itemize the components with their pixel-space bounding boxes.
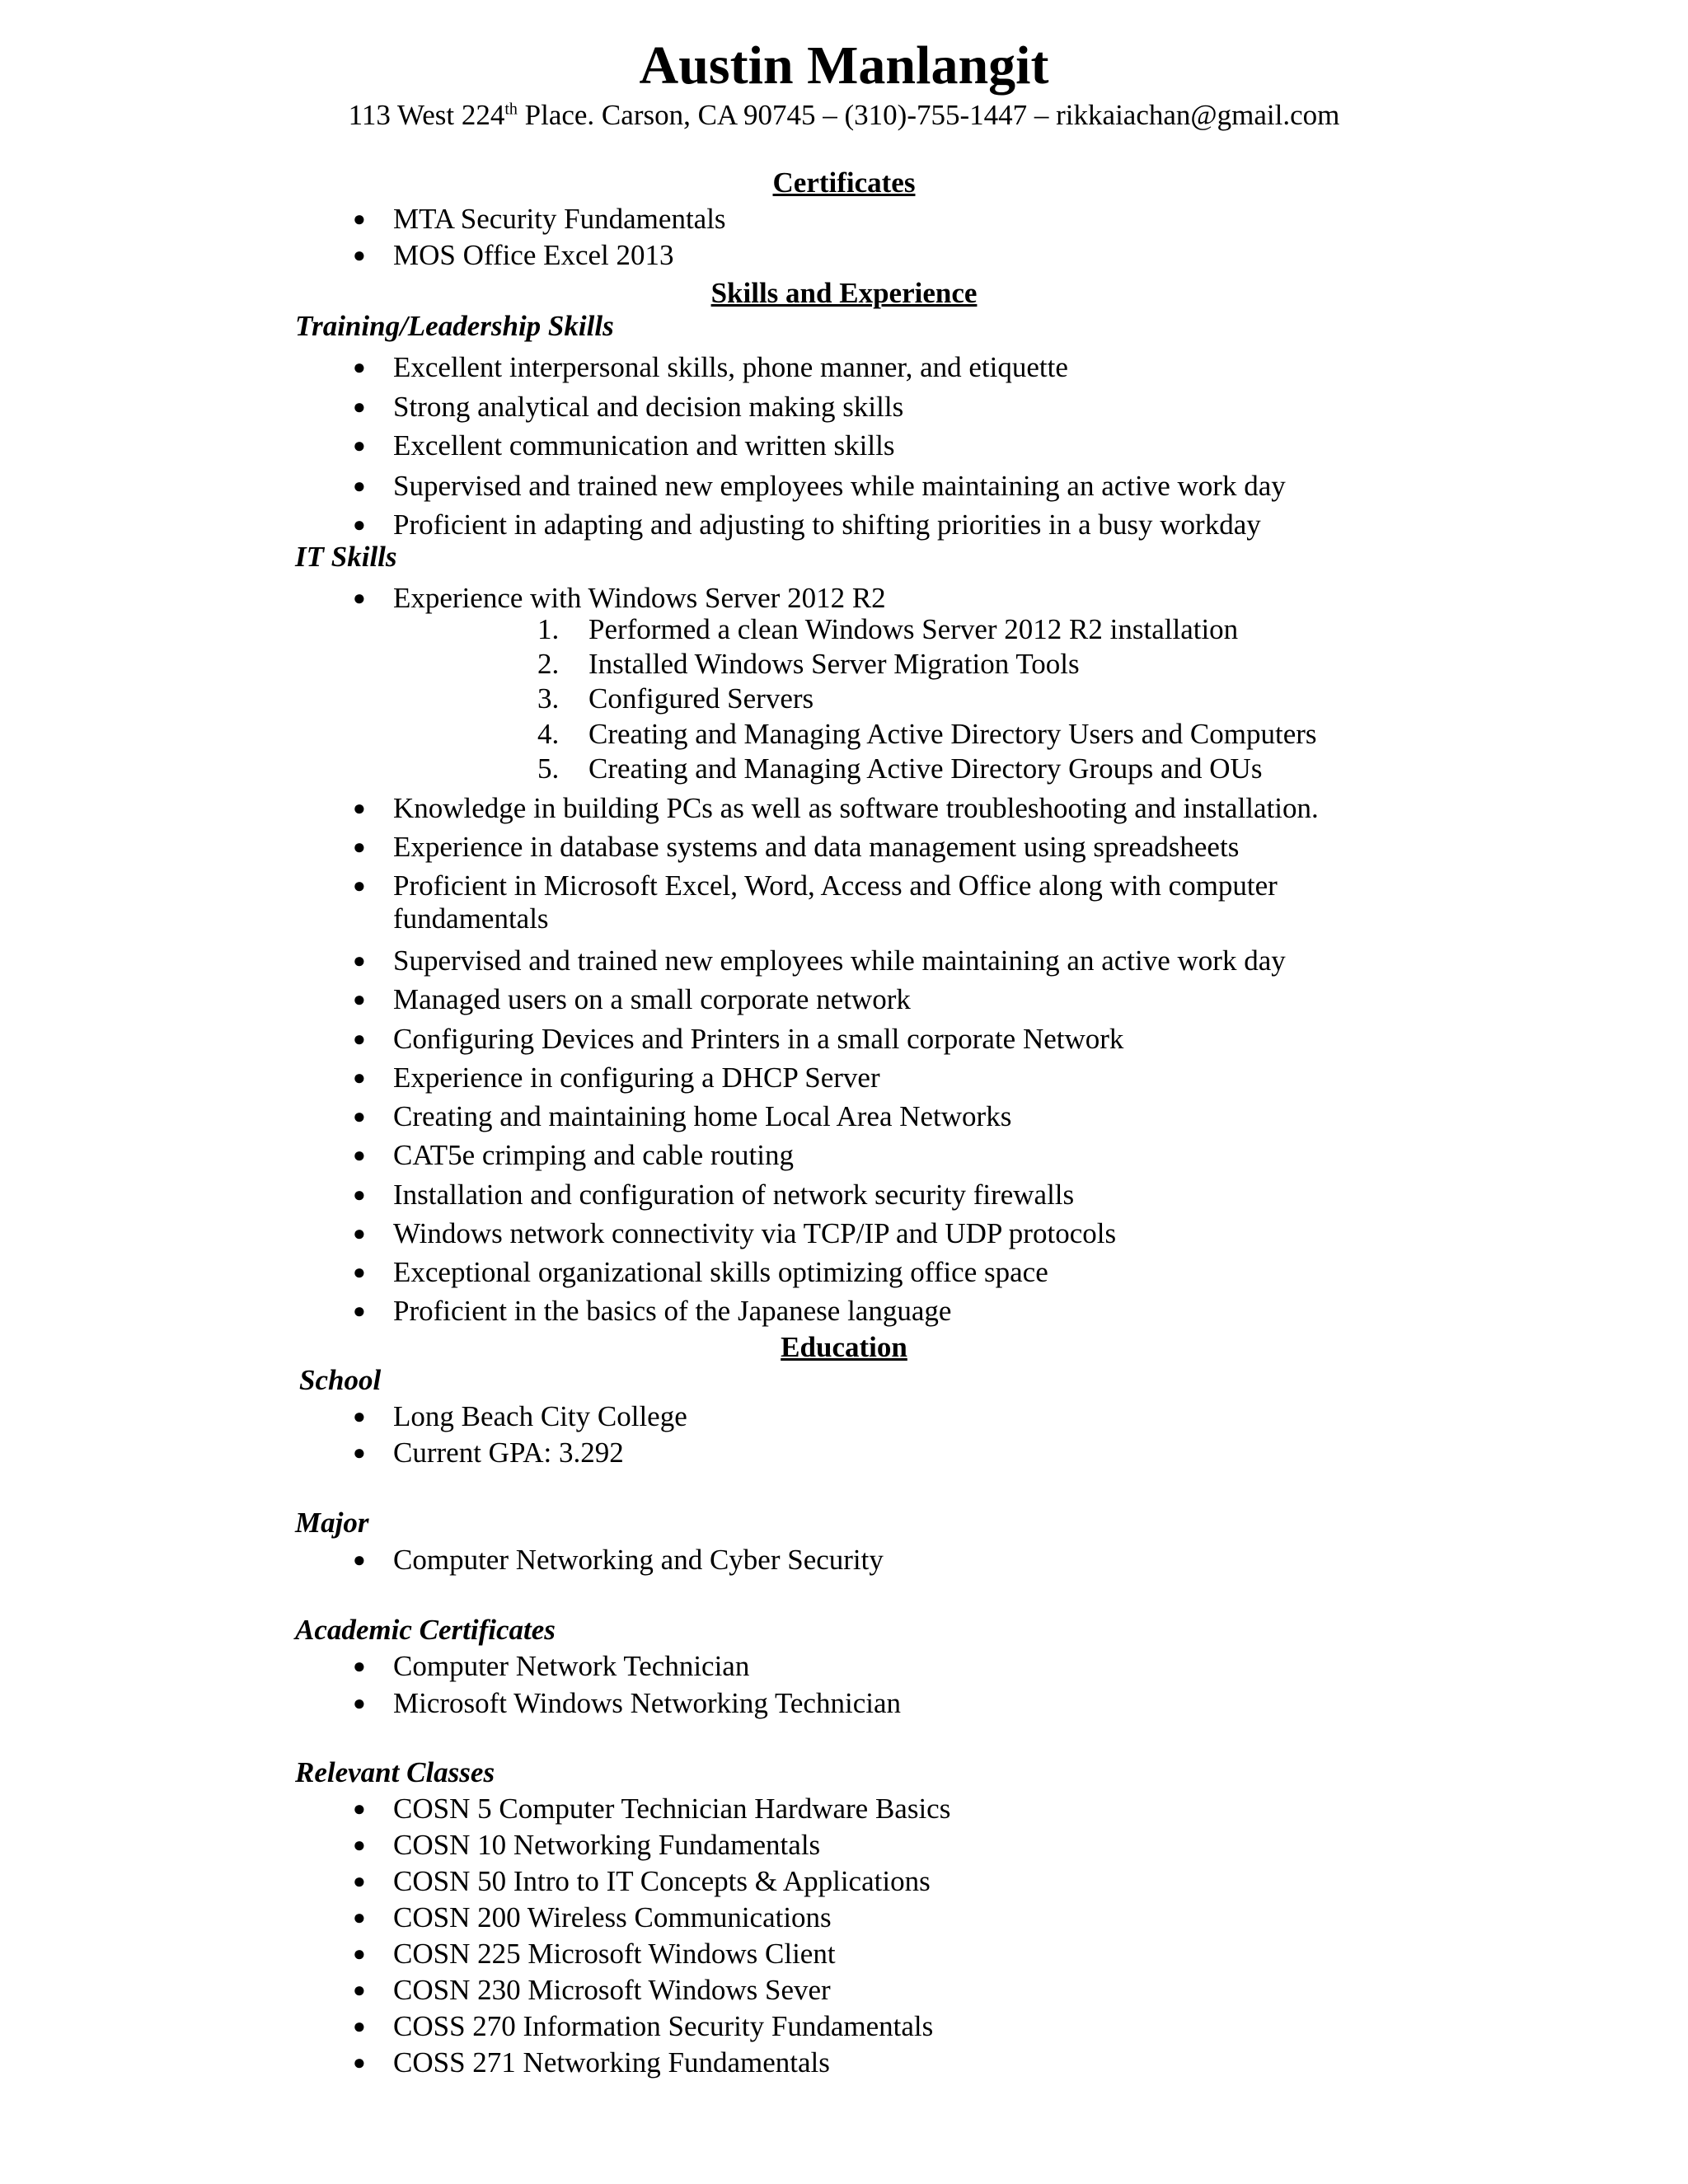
address-superscript: th [504,100,518,119]
bullet-icon: ● [353,2014,366,2038]
bullet-icon: ● [353,1833,366,1857]
step-text: Performed a clean Windows Server 2012 R2 installation [588,613,1239,645]
step-number: 3. [537,682,560,715]
bullet-icon: ● [353,874,366,898]
address-rest: Place. Carson, CA 90745 – (310)-755-1447 – rikkaiachan@gmail.com [517,99,1340,131]
step-text: Configured Servers [588,682,814,715]
it-skill-item-continued: fundamentals [393,902,549,935]
step-text: Installed Windows Server Migration Tools [588,648,1080,680]
it-skill-item: Knowledge in building PCs as well as software troubleshooting and installation. [393,792,1319,824]
bullet-icon: ● [353,987,366,1011]
bullet-icon: ● [353,2050,366,2074]
step-text: Creating and Managing Active Directory Users and Computers [588,718,1317,750]
step-number: 2. [537,648,560,680]
step-text: Creating and Managing Active Directory Groups and OUs [588,752,1263,785]
class-item: COSN 230 Microsoft Windows Sever [393,1974,831,2006]
training-item: Proficient in adapting and adjusting to shifting priorities in a busy workday [393,509,1261,541]
bullet-icon: ● [353,1978,366,2002]
it-skill-item: Experience in configuring a DHCP Server [393,1062,880,1094]
bullet-icon: ● [353,586,366,610]
bullet-icon: ● [353,1260,366,1284]
bullet-icon: ● [353,1404,366,1428]
training-subheading: Training/Leadership Skills [295,310,614,342]
bullet-icon: ● [353,243,366,267]
bullet-icon: ● [353,1027,366,1051]
class-item: COSS 270 Information Security Fundamentals [393,2010,934,2042]
bullet-icon: ● [353,1654,366,1678]
class-item: COSN 5 Computer Technician Hardware Basics [393,1793,951,1825]
bullet-icon: ● [353,513,366,537]
bullet-icon: ● [353,1299,366,1323]
bullet-icon: ● [353,835,366,859]
bullet-icon: ● [353,1441,366,1465]
bullet-icon: ● [353,474,366,498]
it-skill-item: Configuring Devices and Printers in a small corporate Network [393,1023,1124,1055]
bullet-icon: ● [353,395,366,419]
academic-certificate-item: Computer Network Technician [393,1650,750,1682]
step-number: 4. [537,718,560,750]
class-item: COSN 225 Microsoft Windows Client [393,1938,836,1970]
bullet-icon: ● [353,1869,366,1893]
bullet-icon: ● [353,1942,366,1966]
bullet-icon: ● [353,796,366,820]
bullet-icon: ● [353,1905,366,1929]
class-item: COSN 10 Networking Fundamentals [393,1829,821,1861]
it-skill-item: Installation and configuration of network security firewalls [393,1179,1075,1211]
it-skills-subheading: IT Skills [295,541,397,573]
bullet-icon: ● [353,1104,366,1128]
training-item: Supervised and trained new employees while maintaining an active work day [393,470,1286,502]
class-item: COSN 50 Intro to IT Concepts & Applications [393,1865,931,1897]
school-item: Long Beach City College [393,1400,687,1432]
school-item: Current GPA: 3.292 [393,1436,624,1469]
contact-line [0,97,1688,134]
step-number: 1. [537,613,560,645]
it-skill-item: Experience in database systems and data management using spreadsheets [393,831,1240,863]
bullet-icon: ● [353,207,366,231]
major-subheading: Major [295,1507,369,1539]
bullet-icon: ● [353,1691,366,1715]
bullet-icon: ● [353,434,366,457]
class-item: COSN 200 Wireless Communications [393,1901,832,1933]
bullet-icon: ● [353,1797,366,1821]
bullet-icon: ● [353,1066,366,1090]
school-subheading: School [299,1364,382,1396]
it-skill-item: Windows network connectivity via TCP/IP and UDP protocols [393,1217,1117,1249]
academic-certificates-subheading: Academic Certificates [295,1614,556,1646]
bullet-icon: ● [353,1221,366,1245]
it-skill-item: Experience with Windows Server 2012 R2 [393,582,886,614]
step-number: 5. [537,752,560,785]
certificates-heading: Certificates [772,166,916,199]
certificate-item: MTA Security Fundamentals [393,203,726,235]
bullet-icon: ● [353,1143,366,1167]
major-item: Computer Networking and Cyber Security [393,1544,884,1576]
certificate-item: MOS Office Excel 2013 [393,239,674,271]
training-item: Excellent interpersonal skills, phone manner, and etiquette [393,351,1068,383]
it-skill-item: Supervised and trained new employees while maintaining an active work day [393,944,1286,977]
it-skill-item: Exceptional organizational skills optimizing office space [393,1256,1048,1288]
it-skill-item: CAT5e crimping and cable routing [393,1139,794,1171]
training-item: Strong analytical and decision making skills [393,391,904,423]
it-skill-item: Proficient in the basics of the Japanese language [393,1295,952,1327]
relevant-classes-subheading: Relevant Classes [295,1756,495,1788]
academic-certificate-item: Microsoft Windows Networking Technician [393,1687,901,1719]
bullet-icon: ● [353,355,366,379]
candidate-name: Austin Manlangit [639,35,1049,96]
education-heading: Education [781,1331,907,1363]
class-item: COSS 271 Networking Fundamentals [393,2046,830,2079]
it-skill-item: Creating and maintaining home Local Area Networks [393,1100,1012,1132]
address-start: 113 West 224 [348,99,505,131]
it-skill-item: Managed users on a small corporate network [393,983,911,1015]
bullet-icon: ● [353,1183,366,1207]
it-skill-item: Proficient in Microsoft Excel, Word, Access and Office along with computer [393,869,1278,902]
bullet-icon: ● [353,1548,366,1572]
skills-heading: Skills and Experience [710,277,978,309]
training-item: Excellent communication and written skills [393,429,895,462]
bullet-icon: ● [353,949,366,972]
